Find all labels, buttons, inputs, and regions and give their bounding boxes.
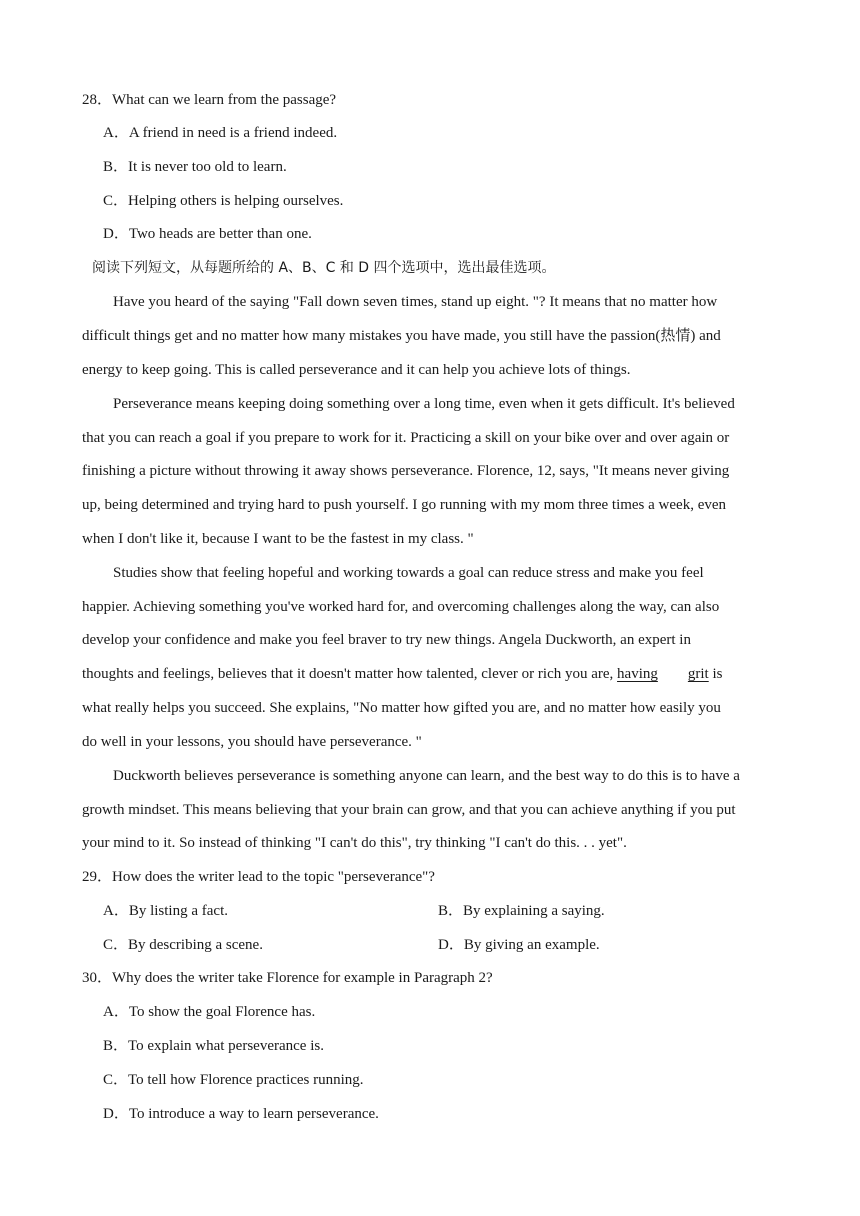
question-30-option-b: B．To explain what perseverance is. xyxy=(103,1038,324,1054)
passage-p3-line: do well in your lessons, you should have perseverance. " xyxy=(82,734,422,750)
underlined-word: having xyxy=(617,666,658,682)
passage-p4-line: Duckworth believes perseverance is something anyone can learn, and the best way to do this is to have a xyxy=(113,768,740,784)
passage-p4-line: growth mindset. This means believing that your brain can grow, and that you can achieve anything if you put xyxy=(82,802,736,818)
passage-p1-line: Have you heard of the saying "Fall down seven times, stand up eight. "? It means that no matter how xyxy=(113,294,718,310)
question-30-stem: 30．Why does the writer take Florence for example in Paragraph 2? xyxy=(82,970,493,986)
passage-text: is xyxy=(708,666,723,682)
passage-p2-line: up, being determined and trying hard to push yourself. I go running with my mom three times a week, even xyxy=(82,497,727,513)
passage-p3-line: happier. Achieving something you've worked hard for, and overcoming challenges along the way, can also xyxy=(82,599,720,615)
question-29-option-a: A．By listing a fact. xyxy=(103,903,228,919)
question-28-option-d: D．Two heads are better than one. xyxy=(103,226,312,242)
question-29-option-d: D．By giving an example. xyxy=(438,937,600,953)
underlined-word: grit xyxy=(687,666,709,682)
passage-p2-line: when I don't like it, because I want to be the fastest in my class. " xyxy=(82,531,474,547)
question-28-option-c: C．Helping others is helping ourselves. xyxy=(103,193,344,209)
question-28-stem: 28．What can we learn from the passage? xyxy=(82,92,337,108)
question-30-option-d: D．To introduce a way to learn perseverance. xyxy=(103,1106,379,1122)
passage-p1-line: energy to keep going. This is called perseverance and it can help you achieve lots of things. xyxy=(82,362,631,378)
passage-p2-line: finishing a picture without throwing it away shows perseverance. Florence, 12, says, "It means never giving xyxy=(82,463,730,479)
reading-instruction: 阅读下列短文，从每题所给的 A、B、C 和 D 四个选项中，选出最佳选项。 xyxy=(92,260,556,276)
passage-p3-line: Studies show that feeling hopeful and working towards a goal can reduce stress and make you feel xyxy=(113,565,704,581)
passage-p1-line: difficult things get and no matter how many mistakes you have made, you still have the passion(热情) and xyxy=(82,328,721,344)
question-29-option-b: B．By explaining a saying. xyxy=(438,903,605,919)
passage-p3-line-underlined xyxy=(82,664,722,684)
passage-text: thoughts and feelings, believes that it doesn't matter how talented, clever or rich you are, xyxy=(82,666,618,682)
question-30-option-c: C．To tell how Florence practices running. xyxy=(103,1072,364,1088)
passage-p2-line: Perseverance means keeping doing something over a long time, even when it gets difficult. It's believed xyxy=(113,396,735,412)
passage-p4-line: your mind to it. So instead of thinking "I can't do this", try thinking "I can't do this. . . yet". xyxy=(82,835,627,851)
question-28-option-b: B．It is never too old to learn. xyxy=(103,159,287,175)
question-29-stem: 29．How does the writer lead to the topic "perseverance"? xyxy=(82,869,435,885)
underlined-phrase xyxy=(617,666,709,682)
passage-p3-line: what really helps you succeed. She explains, "No matter how gifted you are, and no matter how easily you xyxy=(82,700,721,716)
question-30-option-a: A．To show the goal Florence has. xyxy=(103,1004,316,1020)
question-28-option-a: A．A friend in need is a friend indeed. xyxy=(103,125,338,141)
passage-p3-line: develop your confidence and make you feel braver to try new things. Angela Duckworth, an expert in xyxy=(82,632,691,648)
question-29-option-c: C．By describing a scene. xyxy=(103,937,263,953)
passage-p2-line: that you can reach a goal if you prepare to work for it. Practicing a skill on your bike over and over again or xyxy=(82,430,730,446)
